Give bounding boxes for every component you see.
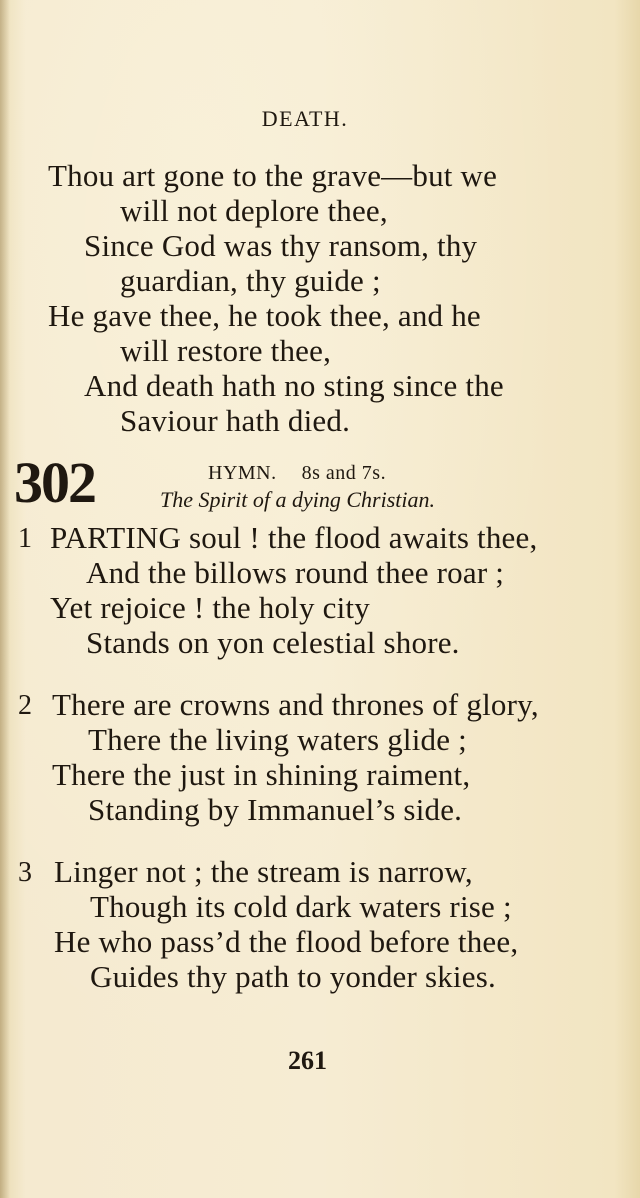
hymn-title: The Spirit of a dying Christian. (160, 487, 436, 512)
verse-line: Guides thy path to yonder skies. (90, 959, 496, 994)
verse-line: Since God was thy ransom, thy (84, 228, 478, 263)
verse-line: There the living waters glide ; (88, 722, 467, 757)
hymn-meta (208, 462, 386, 485)
stanza-number: 3 (18, 857, 32, 888)
verse-line: Standing by Immanuel’s side. (88, 792, 463, 827)
verse-line: will restore thee, (120, 333, 332, 368)
verse-line: He who pass’d the flood before thee, (54, 924, 519, 959)
hymn-meter: 8s and 7s. (301, 462, 387, 484)
hymn-type: HYMN. (208, 462, 277, 484)
verse-line: And death hath no sting since the (84, 368, 504, 403)
verse-line: Stands on yon celestial shore. (86, 625, 460, 660)
verse-line: will not deplore thee, (120, 193, 388, 228)
verse-line: Yet rejoice ! the holy city (50, 590, 370, 625)
verse-line: He gave thee, he took thee, and he (48, 298, 481, 333)
hymn-number: 302 (14, 450, 95, 515)
verse-line: Linger not ; the stream is narrow, (54, 854, 473, 889)
verse-line: Though its cold dark waters rise ; (90, 889, 512, 924)
page-gutter-shadow (0, 0, 10, 1198)
page-number: 261 (288, 1046, 327, 1075)
verse-line: Thou art gone to the grave—but we (48, 158, 498, 193)
verse-line: There are crowns and thrones of glory, (52, 687, 539, 722)
stanza-number: 2 (18, 690, 32, 721)
verse-line: Saviour hath died. (120, 403, 351, 438)
stanza-number: 1 (18, 523, 32, 554)
verse-line: There the just in shining raiment, (52, 757, 471, 792)
verse-line: guardian, thy guide ; (120, 263, 381, 298)
verse-line: And the billows round thee roar ; (86, 555, 505, 590)
running-head: DEATH. (261, 106, 349, 131)
verse-line: PARTING soul ! the flood awaits thee, (50, 520, 538, 555)
